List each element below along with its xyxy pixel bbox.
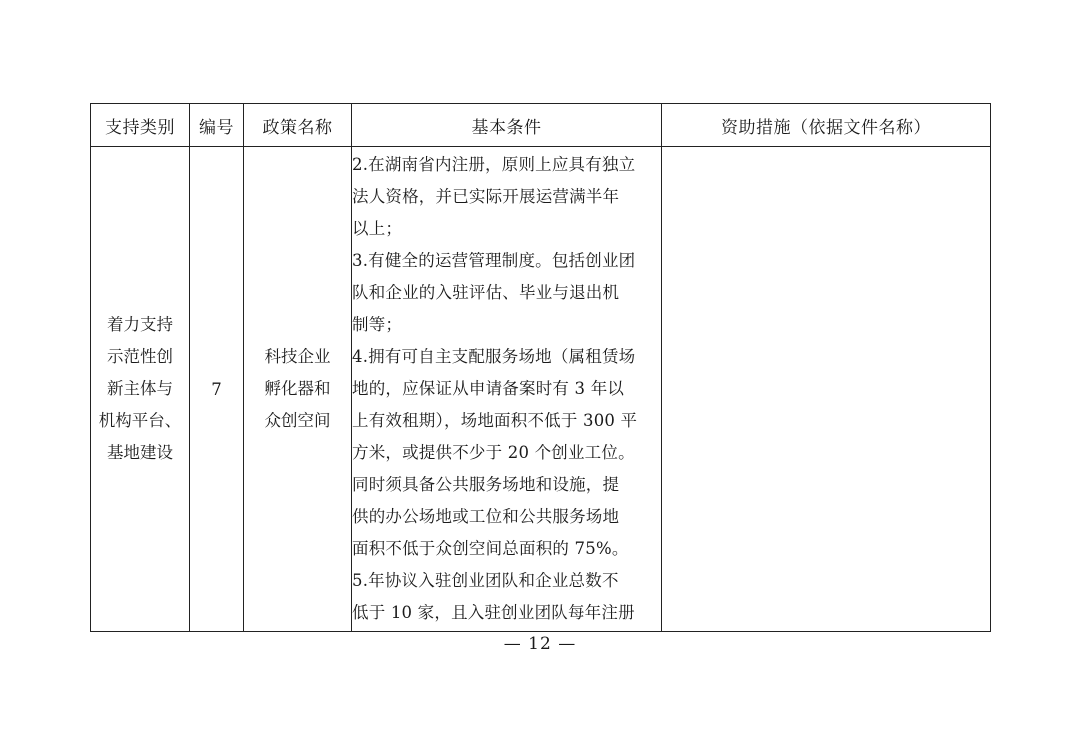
condition-line: 同时须具备公共服务场地和设施，提 [352, 475, 620, 494]
category-line: 示范性创 [107, 347, 173, 366]
policy-name-line: 孵化器和 [264, 379, 331, 398]
category-line: 基地建设 [107, 443, 173, 462]
category-cell [91, 147, 190, 632]
category-line: 着力支持 [107, 315, 173, 334]
number-cell: 7 [190, 147, 244, 632]
page-number: — 12 — [503, 634, 577, 654]
condition-line: 低于 10 家，且入驻创业团队每年注册 [352, 603, 635, 622]
policy-name-line: 科技企业 [264, 347, 331, 366]
policy-name-line: 众创空间 [264, 411, 331, 430]
header-category: 支持类别 [91, 104, 190, 147]
condition-line: 以上； [352, 219, 403, 238]
condition-line: 4.拥有可自主支配服务场地（属租赁场 [352, 347, 636, 366]
header-conditions: 基本条件 [352, 104, 662, 147]
condition-line: 面积不低于众创空间总面积的 75%。 [352, 539, 629, 558]
header-policy-name: 政策名称 [244, 104, 352, 147]
conditions-cell [352, 147, 662, 632]
header-number: 编号 [190, 104, 244, 147]
category-line: 机构平台、 [98, 411, 182, 430]
condition-line: 地的，应保证从申请备案时有 3 年以 [352, 379, 625, 398]
condition-line: 队和企业的入驻评估、毕业与退出机 [352, 283, 620, 302]
funding-cell [662, 147, 991, 632]
table-row [91, 147, 991, 632]
condition-line: 法人资格，并已实际开展运营满半年 [352, 187, 620, 206]
table-header-row [91, 104, 991, 147]
condition-line: 供的办公场地或工位和公共服务场地 [352, 507, 620, 526]
condition-line: 方米，或提供不少于 20 个创业工位。 [352, 443, 635, 462]
condition-line: 2.在湖南省内注册，原则上应具有独立 [352, 155, 636, 174]
category-line: 新主体与 [107, 379, 173, 398]
condition-line: 3.有健全的运营管理制度。包括创业团 [352, 251, 636, 270]
condition-line: 上有效租期），场地面积不低于 300 平 [352, 411, 638, 430]
condition-line: 制等； [352, 315, 403, 334]
header-funding: 资助措施（依据文件名称） [662, 104, 991, 147]
policy-table [90, 103, 991, 632]
condition-line: 5.年协议入驻创业团队和企业总数不 [352, 571, 619, 590]
policy-name-cell [244, 147, 352, 632]
